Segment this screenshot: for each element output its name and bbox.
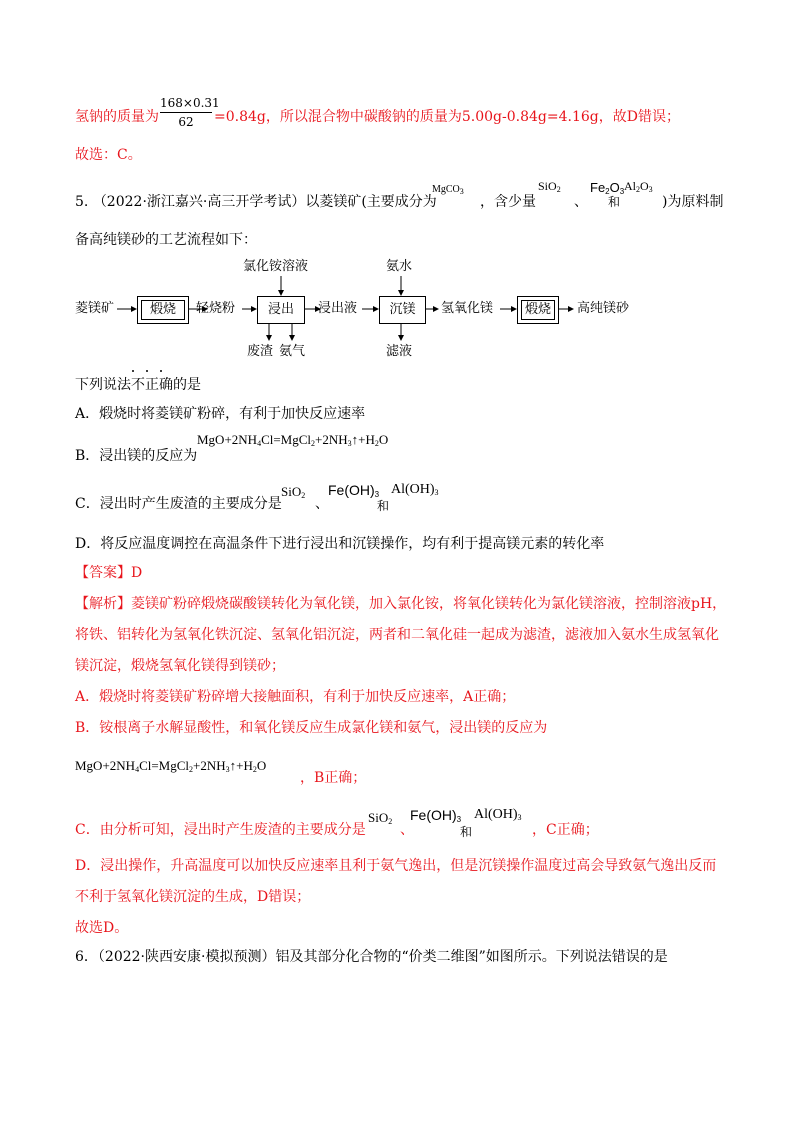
analysis-d-1: D．浸出操作，升高温度可以加快反应速率且利于氨气逸出，但是沉镁操作温度过高会导致氨气逸出反而 xyxy=(75,858,717,874)
eq-sub: 2 xyxy=(311,439,316,448)
eq-part: MgO+2NH xyxy=(197,432,258,447)
sio2-formula: SiO xyxy=(368,810,389,825)
analysis-b: B．铵根离子水解显酸性，和氧化镁反应生成氯化镁和氨气，浸出镁的反应为 xyxy=(75,720,548,736)
analysis-c-tail: ，C正确； xyxy=(532,822,599,838)
sio2-sub: 2 xyxy=(301,491,306,500)
emphasis-dot xyxy=(132,370,134,372)
q5-line2: 备高纯镁砂的工艺流程如下： xyxy=(75,232,257,248)
emphasis-dot xyxy=(160,370,162,372)
box-label: 煅烧 xyxy=(524,302,551,317)
mgco3-sub: 3 xyxy=(459,187,464,196)
option-c-sep: 、 xyxy=(315,496,329,512)
flow-box-calcine-2 xyxy=(517,296,559,324)
sio2-sub: 2 xyxy=(556,185,561,194)
aloh-formula: Al(OH) xyxy=(474,807,518,822)
fe2o3-b: 2 xyxy=(605,187,610,196)
option-c-and: 和 xyxy=(377,499,390,513)
flow-box-leach xyxy=(257,296,305,324)
q5-number: 5. xyxy=(75,194,89,210)
sio2-formula: SiO xyxy=(538,179,557,193)
feoh-sub: 3 xyxy=(456,815,462,824)
eq-sub: 3 xyxy=(347,439,352,448)
flow-leachate: 浸出液 xyxy=(318,301,358,316)
option-d: D．将反应温度调控在高温条件下进行浸出和沉镁操作，均有利于提高镁元素的转化率 xyxy=(75,536,605,552)
flow-box-precip xyxy=(379,296,426,324)
fe2o3-c: O xyxy=(609,180,620,195)
fraction-numerator: 168×0.31 xyxy=(160,96,220,110)
al2o3-a: Al xyxy=(624,179,636,193)
flow-arrows xyxy=(0,0,800,400)
q6-text: （2022·陕西安康·模拟预测）铝及其部分化合物的“价类二维图”如图所示。下列说法错误的是 xyxy=(97,949,668,965)
eq-sub: 4 xyxy=(135,765,140,774)
answer: 【答案】D xyxy=(75,565,143,581)
q5-and: 和 xyxy=(608,195,621,209)
al2o3-d: 3 xyxy=(648,185,653,194)
al2o3-b: 2 xyxy=(636,185,640,194)
eq-part: ↑+H xyxy=(351,432,375,447)
flow-top-ammonia: 氨水 xyxy=(386,259,413,274)
choice-line: 故选：C。 xyxy=(75,147,142,163)
eq-sub: 2 xyxy=(374,439,379,448)
analysis-c-sio2 xyxy=(368,810,392,830)
eq-part: Cl=MgCl xyxy=(261,432,312,447)
aloh-sub: 3 xyxy=(517,813,522,822)
feoh-formula: Fe(OH) xyxy=(410,807,457,823)
fraction-denominator: 62 xyxy=(178,115,194,129)
flow-light-powder: 轻烧粉 xyxy=(196,301,236,316)
option-b-equation xyxy=(197,432,388,452)
option-c-aloh3 xyxy=(391,482,439,501)
al2o3-c: O xyxy=(640,179,649,193)
mgco3-formula: MgCO xyxy=(432,184,460,195)
analysis-end: 故选D。 xyxy=(75,920,129,936)
option-a: A．煅烧时将菱镁矿粉碎，有利于加快反应速率 xyxy=(75,406,366,422)
eq-part: ↑+H xyxy=(229,758,253,773)
option-b-label: B．浸出镁的反应为 xyxy=(75,448,198,464)
mass-suffix: =0.84g，所以混合物中碳酸钠的质量为5.00g-0.84g=4.16g，故D错误； xyxy=(214,109,680,125)
q5-source: （2022·浙江嘉兴·高三开学考试）以菱镁矿(主要成分为 xyxy=(92,194,437,210)
analysis-3: 镁沉淀，煅烧氢氧化镁得到镁砂； xyxy=(75,658,285,674)
sio2-formula: SiO xyxy=(281,484,302,499)
fe2o3-d: 3 xyxy=(619,187,625,196)
analysis-1: 【解析】菱镁矿粉碎煅烧碳酸镁转化为氧化镁，加入氯化铵，将氧化镁转化为氯化镁溶液，控制溶液pH， xyxy=(75,596,727,612)
option-c-feoh3 xyxy=(328,482,379,503)
q5-middle: ，含少量 xyxy=(480,194,536,210)
q5-tail: )为原料制 xyxy=(662,194,724,210)
analysis-d-2: 不利于氢氧化镁沉淀的生成，D错误； xyxy=(75,889,311,905)
analysis-c-sep: 、 xyxy=(400,822,414,838)
option-c-label: C．浸出时产生废渣的主要成分是 xyxy=(75,496,282,512)
q6-line xyxy=(75,947,668,967)
flow-end: 高纯镁砂 xyxy=(577,301,630,316)
flow-mgoh2: 氢氧化镁 xyxy=(441,301,494,316)
flow-out-nh3: 氨气 xyxy=(279,344,306,359)
analysis-a: A．煅烧时将菱镁矿粉碎增大接触面积，有利于加快反应速率，A正确； xyxy=(75,689,516,705)
box-label: 浸出 xyxy=(267,302,294,317)
eq-sub: 2 xyxy=(252,765,257,774)
question-line: 下列说法不正确的是 xyxy=(75,377,201,393)
option-c-sio2 xyxy=(281,484,305,504)
eq-part: Cl=MgCl xyxy=(139,758,190,773)
feoh-formula: Fe(OH) xyxy=(328,482,375,498)
eq-part: MgO+2NH xyxy=(75,758,136,773)
flow-out-filtrate: 滤液 xyxy=(386,344,413,359)
eq-part: O xyxy=(378,432,389,447)
flow-out-waste: 废渣 xyxy=(247,344,274,359)
analysis-c-feoh3 xyxy=(410,807,461,828)
eq-sub: 4 xyxy=(257,439,262,448)
eq-sub: 2 xyxy=(189,765,194,774)
flow-top-nh4cl: 氯化铵溶液 xyxy=(243,259,309,274)
box-label: 煅烧 xyxy=(149,302,176,317)
analysis-c-and: 和 xyxy=(460,825,473,839)
eq-sub: 3 xyxy=(225,765,230,774)
analysis-2: 将铁、铝转化为氢氧化铁沉淀、氢氧化铝沉淀，两者和二氧化硅一起成为滤渣，滤液加入氨水生成氢氧化 xyxy=(75,627,719,643)
mass-prefix: 氢钠的质量为 xyxy=(75,109,159,125)
flow-box-calcine-1 xyxy=(137,296,189,324)
analysis-b-equation xyxy=(75,758,266,778)
eq-part: +2NH xyxy=(193,758,226,773)
emphasis-dot xyxy=(146,370,148,372)
q6-number: 6． xyxy=(75,949,98,965)
eq-part: O xyxy=(256,758,267,773)
sio2-sub: 2 xyxy=(388,817,393,826)
fe2o3-a: Fe xyxy=(590,180,606,195)
aloh-formula: Al(OH) xyxy=(391,482,435,497)
analysis-c-label: C．由分析可知，浸出时产生废渣的主要成分是 xyxy=(75,822,366,838)
eq-part: +2NH xyxy=(315,432,348,447)
q5-sep: 、 xyxy=(574,194,588,210)
analysis-c-aloh3 xyxy=(474,807,522,826)
box-label: 沉镁 xyxy=(389,302,416,317)
aloh-sub: 3 xyxy=(434,488,439,497)
flow-start: 菱镁矿 xyxy=(75,301,115,316)
feoh-sub: 3 xyxy=(374,490,380,499)
analysis-b-tail: ，B正确； xyxy=(300,770,367,786)
